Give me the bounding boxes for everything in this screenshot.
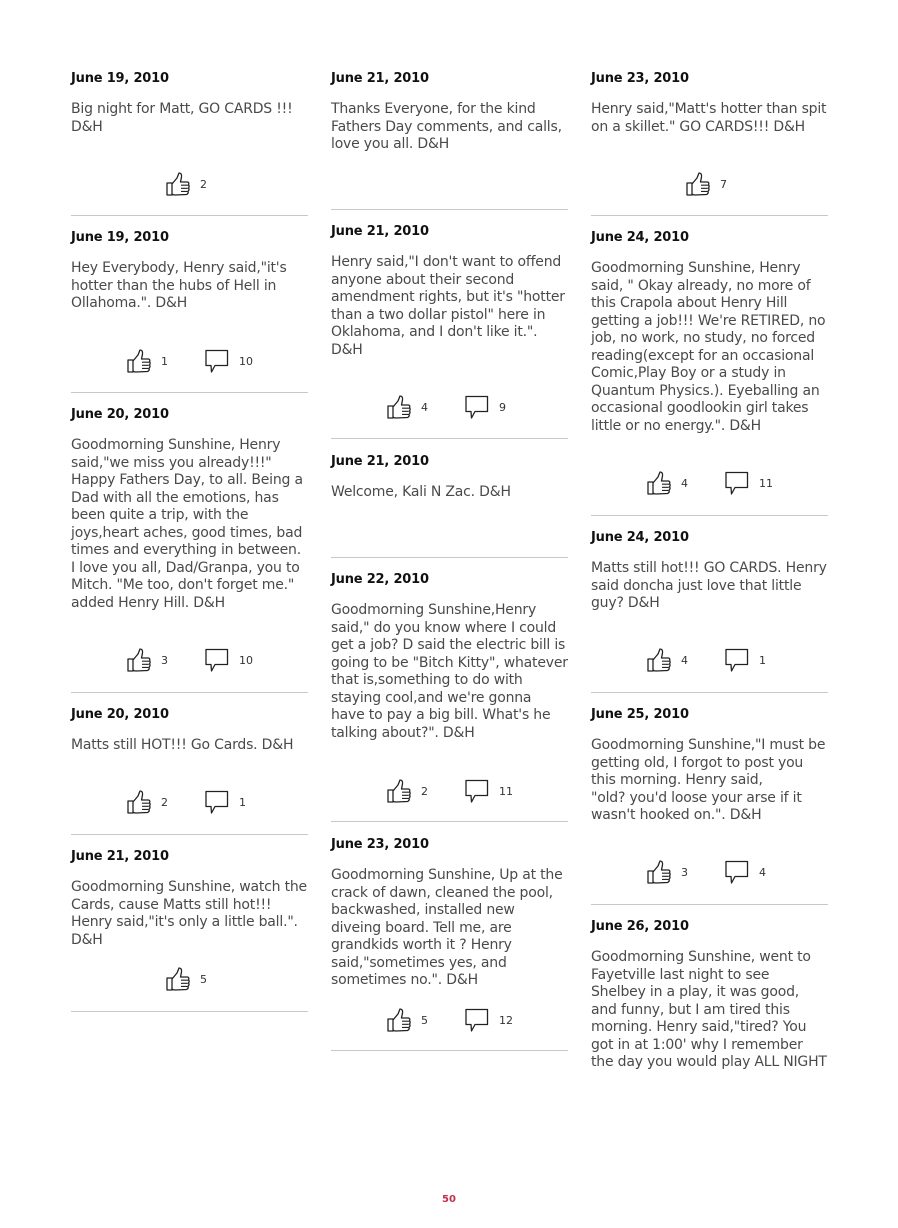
post-reactions [71,647,308,675]
post-text: Goodmorning Sunshine,"I must be getting old, I forgot to post you this morning. Henry said, "old? you'd loose your arse if it wasn't hooked on.". D&H [591,737,826,823]
comment-bubble-icon [204,789,230,815]
post-card [331,71,568,210]
comment-bubble-icon [464,1007,490,1033]
post-date: June 22, 2010 [331,572,429,587]
post-text: Welcome, Kali N Zac. D&H [331,484,511,500]
post-card [591,919,828,1079]
thumbs-up-icon [126,789,152,815]
thumbs-up-icon [165,966,191,992]
post-date: June 26, 2010 [591,919,689,934]
thumbs-up-icon [646,859,672,885]
post-reactions [71,966,308,994]
post-reactions [71,348,308,376]
post-reactions [591,171,828,199]
post-date: June 21, 2010 [71,849,169,864]
like-count: 3 [161,654,168,667]
comment-bubble-icon [464,394,490,420]
post-reactions [331,1007,568,1035]
like-count: 2 [200,178,207,191]
post-date: June 21, 2010 [331,454,429,469]
post-card [71,230,308,393]
post-card [331,837,568,1051]
post-reactions [591,470,828,498]
post-date: June 25, 2010 [591,707,689,722]
post-text: Goodmorning Sunshine, Henry said,"we miss you already!!!" Happy Fathers Day, to all. Being a Dad with all the emotions, has been quite a trip, with the joys,heart aches, good times, bad times and everything in between. I love you all, Dad/Granpa, you to Mitch. "Me too, don't forget me." added Henry Hill. D&H [71,437,303,611]
post-reactions [331,778,568,806]
post-date: June 20, 2010 [71,707,169,722]
post-date: June 23, 2010 [591,71,689,86]
post-date: June 19, 2010 [71,230,169,245]
post-card [591,71,828,216]
comment-bubble-icon [204,647,230,673]
post-text: Thanks Everyone, for the kind Fathers Day comments, and calls, love you all. D&H [331,101,562,152]
like-count: 1 [161,355,168,368]
post-date: June 24, 2010 [591,230,689,245]
like-count: 4 [681,477,688,490]
like-count: 4 [421,401,428,414]
post-card [331,454,568,558]
like-count: 5 [421,1014,428,1027]
post-text: Big night for Matt, GO CARDS !!! D&H [71,101,293,135]
post-card [71,407,308,693]
comment-count: 4 [759,866,766,879]
like-count: 7 [720,178,727,191]
thumbs-up-icon [165,171,191,197]
comment-bubble-icon [724,470,750,496]
comment-count: 11 [499,785,513,798]
post-text: Goodmorning Sunshine, Henry said, " Okay already, no more of this Crapola about Henry Hill getting a job!!! We're RETIRED, no job, no work, no study, no forced reading(except for an occasional Comic,Play Boy or a study in Quantum Physics.). Eyeballing an occasional goodlookin girl takes little or no energy.". D&H [591,260,826,434]
post-date: June 23, 2010 [331,837,429,852]
comment-bubble-icon [464,778,490,804]
thumbs-up-icon [126,348,152,374]
post-reactions [591,859,828,887]
post-text: Henry said,"Matt's hotter than spit on a skillet." GO CARDS!!! D&H [591,101,827,135]
post-text: Hey Everybody, Henry said,"it's hotter than the hubs of Hell in Ollahoma.". D&H [71,260,287,311]
post-text: Goodmorning Sunshine, Up at the crack of dawn, cleaned the pool, backwashed, installed new diveing board. Tell me, are grandkids worth it ? Henry said,"sometimes yes, and sometimes no.". D&H [331,867,563,988]
comment-count: 10 [239,654,253,667]
post-reactions [71,789,308,817]
thumbs-up-icon [685,171,711,197]
post-text: Goodmorning Sunshine, watch the Cards, cause Matts still hot!!! Henry said,"it's only a little ball.". D&H [71,879,307,948]
post-card [71,707,308,835]
comment-count: 11 [759,477,773,490]
post-card [331,572,568,822]
comment-bubble-icon [204,348,230,374]
post-text: Matts still hot!!! GO CARDS. Henry said doncha just love that little guy? D&H [591,560,827,611]
post-date: June 21, 2010 [331,224,429,239]
post-date: June 19, 2010 [71,71,169,86]
comment-bubble-icon [724,647,750,673]
thumbs-up-icon [126,647,152,673]
post-card [591,530,828,693]
post-text: Matts still HOT!!! Go Cards. D&H [71,737,294,753]
comment-count: 1 [759,654,766,667]
post-reactions [591,647,828,675]
post-card [331,224,568,439]
post-reactions [331,394,568,422]
like-count: 2 [421,785,428,798]
comment-count: 1 [239,796,246,809]
post-date: June 21, 2010 [331,71,429,86]
like-count: 2 [161,796,168,809]
post-text: Goodmorning Sunshine, went to Fayetville last night to see Shelbey in a play, it was good, and funny, but I am tired this morning. Henry said,"tired? You got in at 1:00' why I remember the day you would play ALL NIGHT [591,949,827,1070]
like-count: 4 [681,654,688,667]
post-card [591,230,828,516]
thumbs-up-icon [386,394,412,420]
like-count: 5 [200,973,207,986]
post-card [71,849,308,1012]
post-date: June 24, 2010 [591,530,689,545]
post-text: Goodmorning Sunshine,Henry said," do you know where I could get a job? D said the electric bill is going to be "Bitch Kitty", whatever that is,something to do with staying cool,and we're gonna have to pay a big bill. What's he talking about?". D&H [331,602,568,741]
comment-bubble-icon [724,859,750,885]
post-text: Henry said,"I don't want to offend anyone about their second amendment rights, but it's "hotter than a two dollar pistol" here in Oklahoma, and I don't like it.". D&H [331,254,565,358]
thumbs-up-icon [646,647,672,673]
like-count: 3 [681,866,688,879]
post-card [591,707,828,905]
post-date: June 20, 2010 [71,407,169,422]
post-card [71,71,308,216]
post-reactions [71,171,308,199]
comment-count: 9 [499,401,506,414]
thumbs-up-icon [386,778,412,804]
page-number: 50 [442,1194,456,1205]
thumbs-up-icon [386,1007,412,1033]
comment-count: 10 [239,355,253,368]
comment-count: 12 [499,1014,513,1027]
thumbs-up-icon [646,470,672,496]
